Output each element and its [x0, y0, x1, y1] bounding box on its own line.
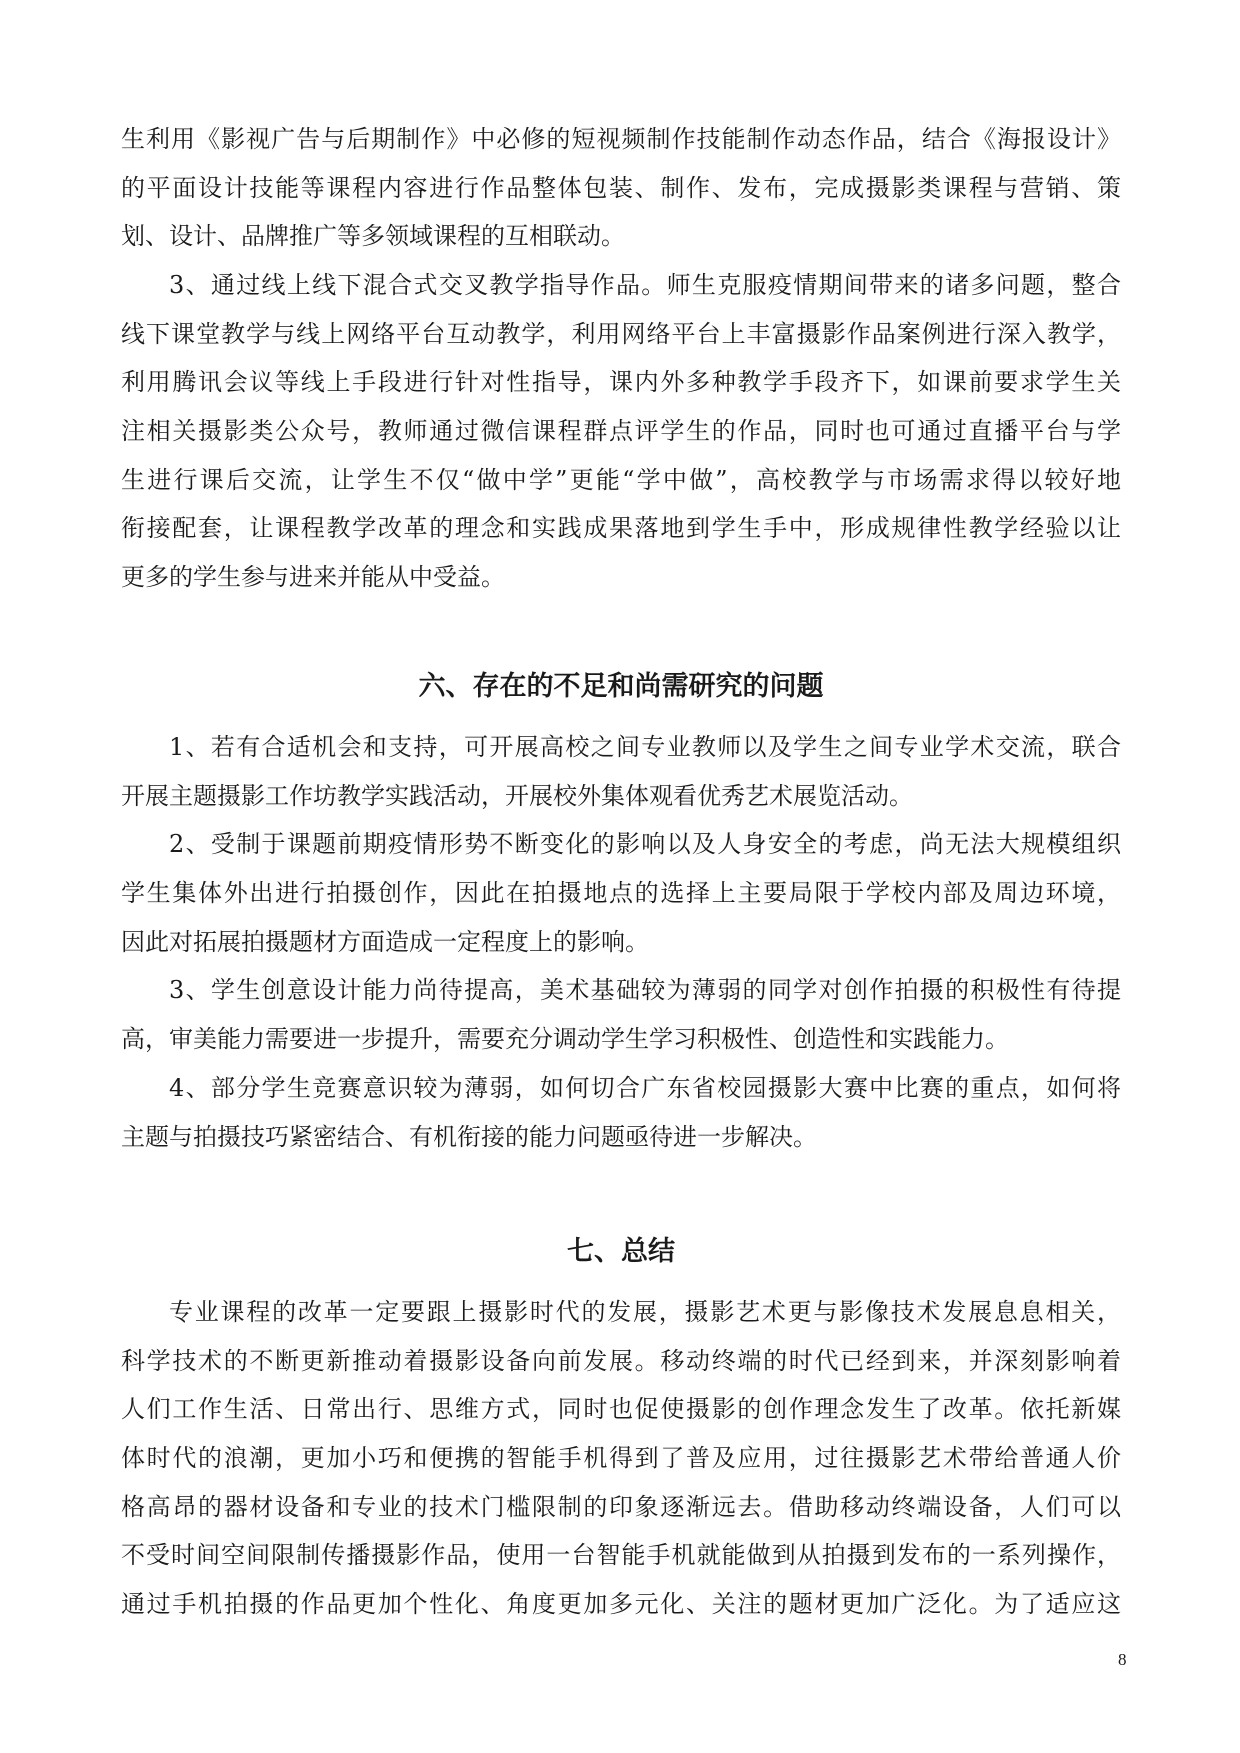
text-line: 4、部分学生竞赛意识较为薄弱，如何切合广东省校园摄影大赛中比赛的重点，如何将 — [169, 1073, 1121, 1102]
text-line: 更多的学生参与进来并能从中受益。 — [121, 563, 505, 592]
text-line: 学生集体外出进行拍摄创作，因此在拍摄地点的选择上主要局限于学校内部及周边环境， — [121, 879, 1121, 908]
text-line: 生进行课后交流，让学生不仅“做中学”更能“学中做”，高校教学与市场需求得以较好地 — [121, 465, 1121, 494]
text-line: 开展主题摄影工作坊教学实践活动，开展校外集体观看优秀艺术展览活动。 — [121, 781, 913, 810]
text-line: 不受时间空间限制传播摄影作品，使用一台智能手机就能做到从拍摄到发布的一系列操作， — [121, 1541, 1121, 1570]
section-heading-6: 六、存在的不足和尚需研究的问题 — [418, 671, 824, 702]
section-heading-7: 七、总结 — [567, 1236, 675, 1267]
text-line: 通过手机拍摄的作品更加个性化、角度更加多元化、关注的题材更加广泛化。为了适应这 — [121, 1590, 1121, 1619]
text-line: 3、学生创意设计能力尚待提高，美术基础较为薄弱的同学对创作拍摄的积极性有待提 — [169, 976, 1121, 1005]
section-6-body — [121, 723, 1121, 1161]
text-line: 生利用《影视广告与后期制作》中必修的短视频制作技能制作动态作品，结合《海报设计》 — [121, 125, 1121, 153]
text-line: 主题与拍摄技巧紧密结合、有机衔接的能力问题亟待进一步解决。 — [121, 1122, 817, 1151]
text-line: 高，审美能力需要进一步提升，需要充分调动学生学习积极性、创造性和实践能力。 — [121, 1025, 1009, 1054]
page-number: 8 — [1118, 1650, 1127, 1669]
text-line: 的平面设计技能等课程内容进行作品整体包装、制作、发布，完成摄影类课程与营销、策 — [121, 173, 1121, 202]
text-line: 利用腾讯会议等线上手段进行针对性指导，课内外多种教学手段齐下，如课前要求学生关 — [121, 368, 1121, 397]
text-line: 人们工作生活、日常出行、思维方式，同时也促使摄影的创作理念发生了改革。依托新媒 — [121, 1395, 1121, 1424]
text-line: 格高昂的器材设备和专业的技术门槛限制的印象逐渐远去。借助移动终端设备，人们可以 — [121, 1492, 1121, 1521]
text-line: 科学技术的不断更新推动着摄影设备向前发展。移动终端的时代已经到来，并深刻影响着 — [121, 1346, 1121, 1375]
paragraph-item-3 — [121, 261, 1121, 602]
text-line: 专业课程的改革一定要跟上摄影时代的发展，摄影艺术更与影像技术发展息息相关， — [169, 1298, 1121, 1326]
text-line: 线下课堂教学与线上网络平台互动教学，利用网络平台上丰富摄影作品案例进行深入教学， — [121, 319, 1121, 348]
text-line: 1、若有合适机会和支持，可开展高校之间专业教师以及学生之间专业学术交流，联合 — [169, 733, 1121, 761]
paragraph-continued — [121, 115, 1121, 261]
text-line: 注相关摄影类公众号，教师通过微信课程群点评学生的作品，同时也可通过直播平台与学 — [121, 417, 1121, 446]
text-line: 因此对拓展拍摄题材方面造成一定程度上的影响。 — [121, 927, 649, 956]
section-7-body — [121, 1288, 1121, 1629]
text-line: 衔接配套，让课程教学改革的理念和实践成果落地到学生手中，形成规律性教学经验以让 — [121, 514, 1121, 543]
text-line: 3、通过线上线下混合式交叉教学指导作品。师生克服疫情期间带来的诸多问题，整合 — [169, 271, 1121, 299]
text-line: 划、设计、品牌推广等多领域课程的互相联动。 — [121, 222, 625, 251]
text-line: 体时代的浪潮，更加小巧和便携的智能手机得到了普及应用，过往摄影艺术带给普通人价 — [121, 1444, 1121, 1473]
text-line: 2、受制于课题前期疫情形势不断变化的影响以及人身安全的考虑，尚无法大规模组织 — [169, 830, 1121, 859]
